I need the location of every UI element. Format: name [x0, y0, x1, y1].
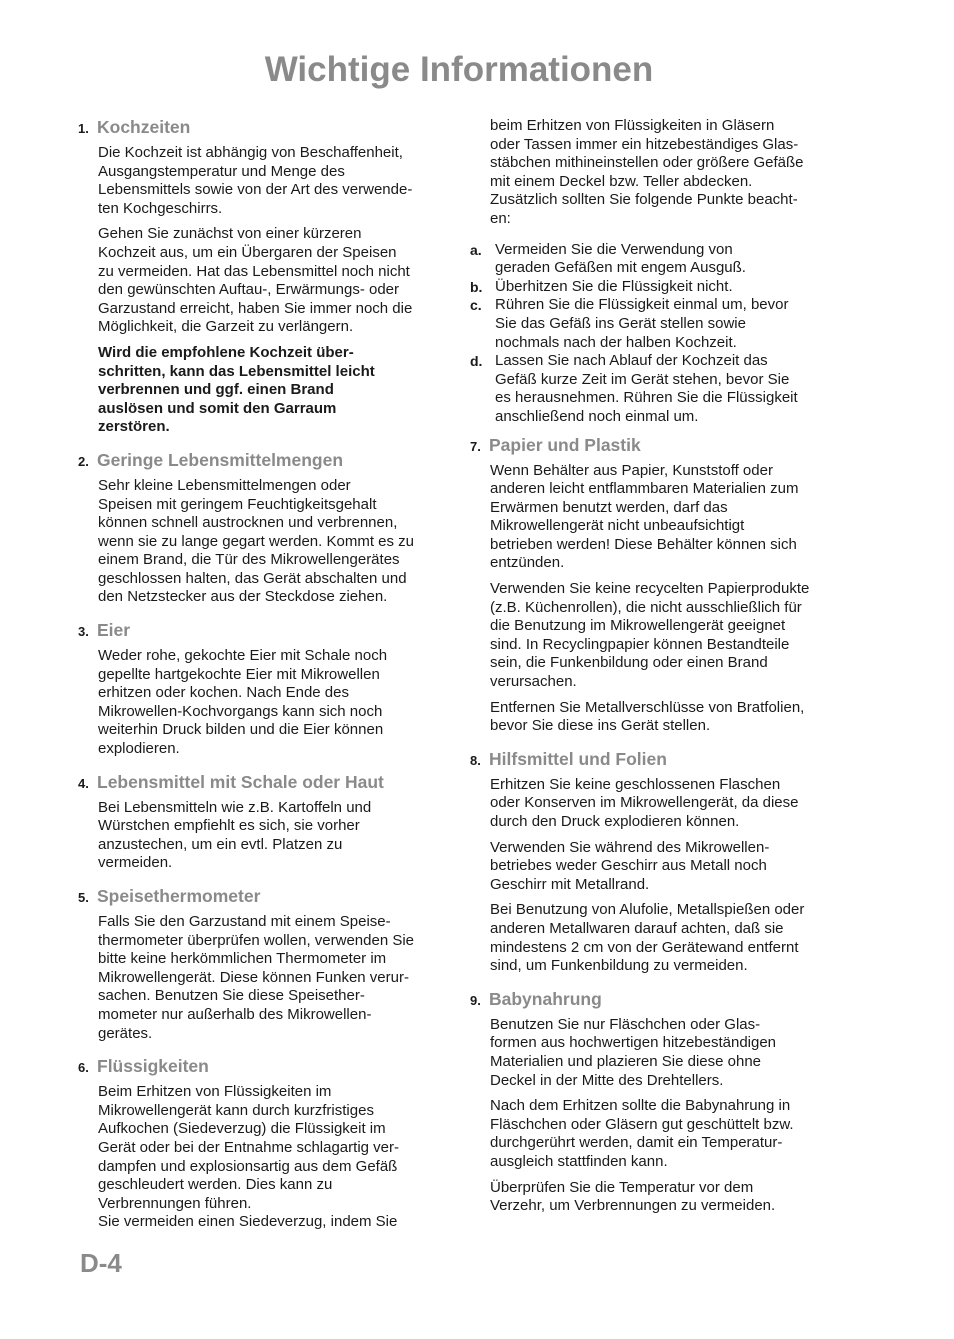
page-title: Wichtige Informationen	[264, 50, 654, 89]
section-heading	[78, 1056, 450, 1077]
section-schale-haut	[78, 772, 450, 873]
section-number: 8.	[470, 752, 481, 768]
section-speisethermometer	[78, 886, 450, 1043]
liquid-tips-list	[470, 241, 850, 427]
section-number: 4.	[78, 775, 89, 791]
section-heading	[78, 772, 450, 793]
list-item	[470, 296, 850, 352]
section-hilfsmittel-folien	[470, 749, 850, 976]
section-title: Papier und Plastik	[489, 434, 641, 455]
paragraph: Entfernen Sie Metallverschlüsse von Bratfolien, bevor Sie diese ins Gerät stellen.	[490, 698, 805, 735]
list-marker: c.	[470, 297, 482, 314]
section-kochzeiten	[78, 117, 450, 437]
section-heading	[78, 450, 450, 471]
right-column	[470, 117, 850, 1229]
list-item-text: Überhitzen Sie die Flüssigkeit nicht.	[495, 277, 733, 295]
warning-paragraph: Wird die empfohlene Kochzeit über- schritten, kann das Lebensmittel leicht verbrennen und ggf. einen Brand auslösen und somit den Garraum zerstören.	[98, 343, 375, 436]
paragraph: Die Kochzeit ist abhängig von Beschaffenheit, Ausgangstemperatur und Menge des Lebensmittels sowie von der Art des verwende- ten Kochgeschirrs.	[98, 144, 413, 217]
section-number: 2.	[78, 453, 89, 469]
section-title: Lebensmittel mit Schale oder Haut	[97, 771, 384, 792]
section-number: 7.	[470, 438, 481, 454]
list-item	[470, 241, 850, 278]
section-number: 1.	[78, 121, 89, 136]
section-eier	[78, 620, 450, 759]
section-heading	[470, 749, 850, 770]
paragraph: Überprüfen Sie die Temperatur vor dem Verzehr, um Verbrennungen zu vermeiden.	[490, 1178, 776, 1215]
section-number: 5.	[78, 890, 89, 905]
page-number: D-4	[80, 1248, 122, 1278]
list-item-text: Lassen Sie nach Ablauf der Kochzeit das Gefäß kurze Zeit im Gerät stehen, bevor Sie es herausnehmen. Rühren Sie die Flüssigkeit anschließend noch einmal um.	[495, 352, 798, 425]
list-item-text: Vermeiden Sie die Verwendung von geraden Gefäßen mit engem Ausguß.	[495, 240, 746, 277]
section-title: Kochzeiten	[97, 117, 191, 137]
list-marker: a.	[470, 241, 482, 258]
paragraph: Verwenden Sie keine recycelten Papierprodukte (z.B. Küchenrollen), die nicht ausschließlich für die Benutzung im Mikrowellengerät geeignet sind. In Recyclingpapier können Bestandteile sein, die Funkenbildung oder einen Brand verursachen.	[490, 580, 810, 691]
paragraph: Benutzen Sie nur Fläschchen oder Glas- formen aus hochwertigen hitzebeständigen Materialien und plazieren Sie diese ohne Deckel in der Mitte des Drehtellers.	[490, 1015, 777, 1089]
section-heading	[78, 620, 450, 641]
paragraph: Erhitzen Sie keine geschlossenen Flaschen oder Konserven im Mikrowellengerät, da diese durch den Druck explodieren können.	[490, 775, 799, 830]
list-item-text: Rühren Sie die Flüssigkeit einmal um, bevor Sie das Gefäß ins Gerät stellen sowie nochmals nach der halben Kochzeit.	[495, 296, 789, 351]
section-babynahrung	[470, 989, 850, 1216]
section-fluessigkeiten	[78, 1056, 450, 1232]
section-number: 9.	[470, 992, 481, 1008]
paragraph: Wenn Behälter aus Papier, Kunststoff oder anderen leicht entflammbaren Materialien zum Erwärmen benutzt werden, darf das Mikrowellengerät nicht unbeaufsichtigt betrieben werden! Diese Behälter können sich entzünden.	[490, 461, 799, 572]
left-column	[78, 117, 450, 1245]
paragraph-continued: beim Erhitzen von Flüssigkeiten in Gläsern oder Tassen immer ein hitzebeständiges Glas- stäbchen mithineinstellen oder größere Gefäße mit einem Deckel bzw. Teller abdecken. Zusätzlich sollten Sie folgende Punkte beacht- en:	[490, 117, 804, 227]
section-heading	[470, 989, 850, 1010]
section-heading	[470, 435, 850, 456]
paragraph: Bei Lebensmitteln wie z.B. Kartoffeln und Würstchen empfiehlt es sich, sie vorher anzustechen, um ein evtl. Platzen zu vermeiden.	[98, 798, 372, 872]
section-heading	[78, 117, 450, 138]
paragraph: Bei Benutzung von Alufolie, Metallspießen oder anderen Metallwaren darauf achten, daß sie mindestens 2 cm von der Gerätewand entfernt sind, um Funkenbildung zu vermeiden.	[490, 901, 805, 975]
section-heading	[78, 886, 450, 907]
paragraph: Sehr kleine Lebensmittelmengen oder Speisen mit geringem Feuchtigkeitsgehalt können schnell austrocknen und verbrennen, wenn sie zu lange gegart werden. Kommt es zu einem Brand, die Tür des Mikrowellengerätes geschlossen halten, das Gerät abschalten und den Netzstecker aus der Steckdose ziehen.	[98, 476, 415, 606]
section-title: Hilfsmittel und Folien	[489, 748, 667, 769]
paragraph: Weder rohe, gekochte Eier mit Schale noch gepellte hartgekochte Eier mit Mikrowellen erhitzen oder kochen. Nach Ende des Mikrowellen-Kochvorgangs kann sich noch weiterhin Druck bilden und die Eier können explodieren.	[98, 647, 388, 758]
section-number: 3.	[78, 624, 89, 640]
section-title: Geringe Lebensmittelmengen	[97, 449, 344, 470]
list-item	[470, 352, 850, 426]
paragraph: Falls Sie den Garzustand mit einem Speise- thermometer überprüfen wollen, verwenden Sie bitte keine herkömmlichen Thermometer im Mikrowellengerät. Diese können Funken verur- sachen. Benutzen Sie diese Speisether- mometer nur außerhalb des Mikrowellen- gerätes.	[98, 913, 415, 1042]
list-marker: b.	[470, 278, 483, 295]
list-item	[470, 278, 850, 297]
list-marker: d.	[470, 353, 483, 370]
paragraph: Verwenden Sie während des Mikrowellen- betriebes weder Geschirr aus Metall noch Geschirr mit Metallrand.	[490, 838, 770, 893]
section-title: Babynahrung	[489, 988, 602, 1009]
section-number: 6.	[78, 1060, 89, 1076]
paragraph: Gehen Sie zunächst von einer kürzeren Kochzeit aus, um ein Übergaren der Speisen zu vermeiden. Hat das Lebensmittel noch nicht den gewünschten Auftau-, Erwärmungs- oder Garzustand erreicht, haben Sie immer noch die Möglichkeit, die Garzeit zu verlängern.	[98, 225, 413, 336]
section-geringe-lebensmittelmengen	[78, 450, 450, 607]
paragraph: Nach dem Erhitzen sollte die Babynahrung in Fläschchen oder Gläsern gut geschüttelt bzw. durchgerührt werden, damit ein Temperatur- ausgleich stattfinden kann.	[490, 1097, 794, 1170]
section-title: Flüssigkeiten	[97, 1056, 209, 1077]
section-title: Eier	[97, 620, 131, 641]
paragraph: Beim Erhitzen von Flüssigkeiten im Mikrowellengerät kann durch kurzfristiges Aufkochen (Siedeverzug) die Flüssigkeit im Gerät oder bei der Entnahme schlagartig ver- dampfen und explosionsartig aus dem Gefäß geschleudert werden. Dies kann zu Verbrennungen führen. Sie vermeiden einen Siedeverzug, indem Sie	[98, 1083, 399, 1231]
section-title: Speisethermometer	[97, 886, 261, 906]
section-papier-plastik	[470, 435, 850, 736]
